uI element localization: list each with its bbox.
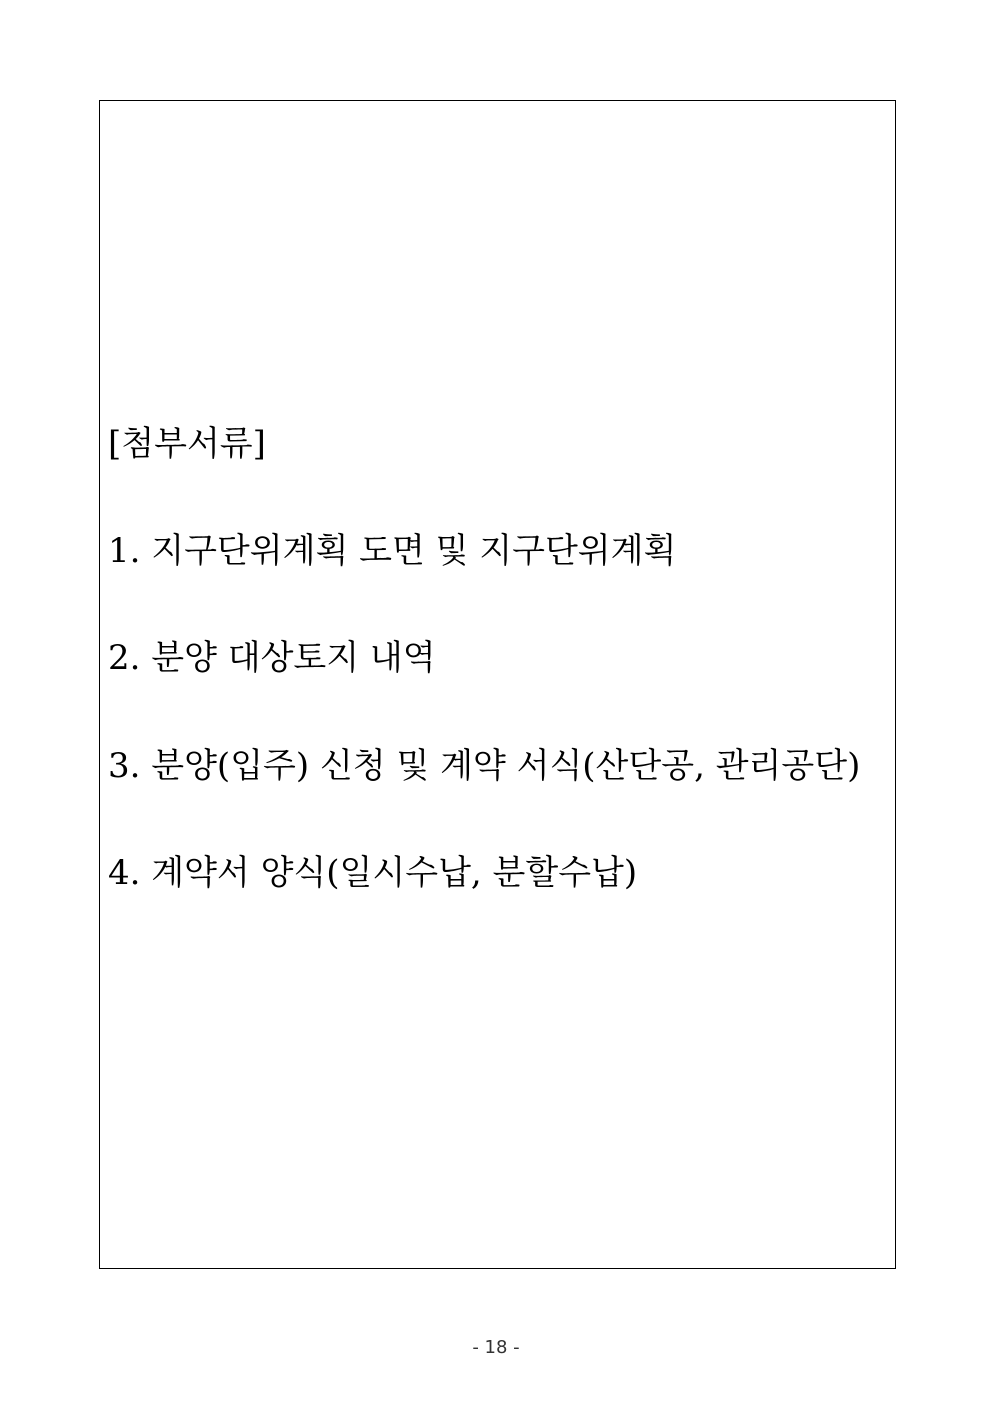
attachment-item: 3. 분양(입주) 신청 및 계약 서식(산단공, 관리공단) [108,746,861,786]
attachment-item: 4. 계약서 양식(일시수납, 분할수납) [108,853,638,893]
attachments-heading: [첨부서류] [108,424,266,464]
document-frame [99,100,896,1269]
page-number: - 18 - [472,1337,520,1358]
attachment-item: 2. 분양 대상토지 내역 [108,638,436,678]
attachment-item: 1. 지구단위계획 도면 및 지구단위계획 [108,531,677,571]
